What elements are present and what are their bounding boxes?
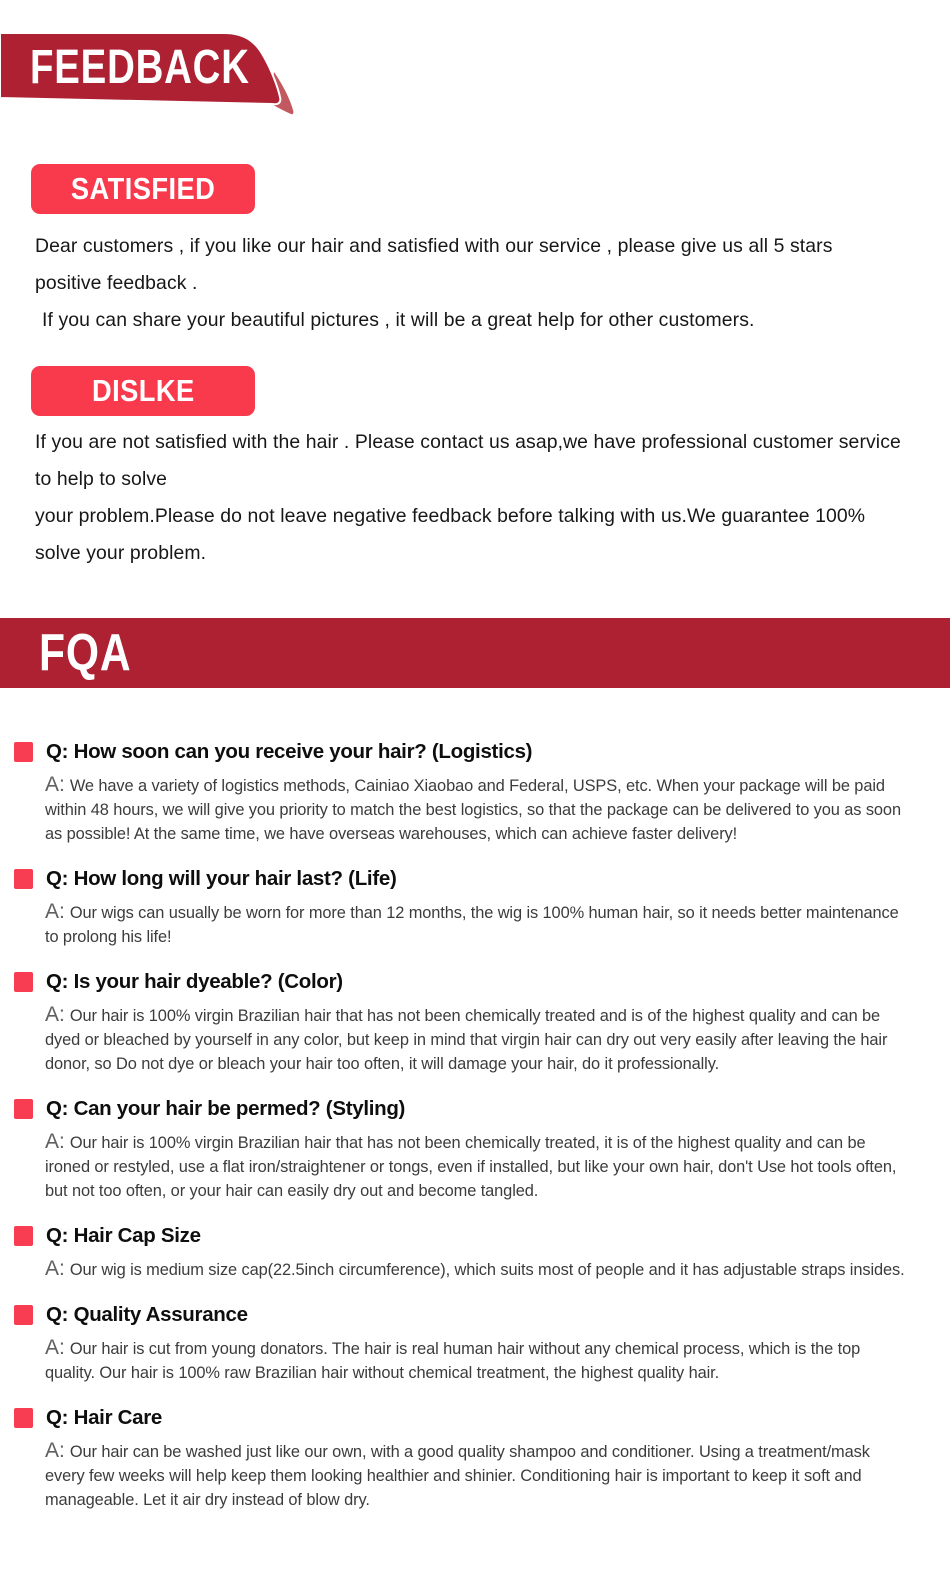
answer-text: Our hair is 100% virgin Brazilian hair that has not been chemically treated, it is of the highest quality and can be ironed or restyled, use a flat iron/straightener or tongs, even if installed, but like your own hair, don't Use hot tools often, but not too often, or your hair can easily dry out and become tangled.	[45, 1134, 897, 1200]
faq-item	[14, 1302, 934, 1385]
red-square-bullet-icon	[14, 742, 33, 762]
faq-question: Q: How long will your hair last? (Life)	[46, 867, 397, 890]
feedback-section-title: FEEDBACK	[30, 41, 250, 94]
answer-prefix: A:	[45, 1257, 65, 1280]
answer-prefix: A:	[45, 1439, 65, 1462]
faq-question-row	[14, 739, 934, 765]
answer-text: Our wigs can usually be worn for more than 12 months, the wig is 100% human hair, so it needs better maintenance to prolong his life!	[45, 904, 899, 946]
answer-prefix: A:	[45, 773, 65, 796]
faq-answer	[45, 1439, 907, 1512]
red-square-bullet-icon	[14, 972, 33, 992]
answer-prefix: A:	[45, 900, 65, 923]
fqa-banner	[0, 618, 950, 688]
red-square-bullet-icon	[14, 1226, 33, 1246]
faq-item	[14, 866, 934, 949]
answer-prefix: A:	[45, 1336, 65, 1359]
dislike-paragraph-2: your problem.Please do not leave negative feedback before talking with us.We guarantee 100% solve your problem.	[35, 505, 866, 564]
satisfied-paragraph-1: Dear customers , if you like our hair and satisfied with our service , please give us all 5 stars positive feedback .	[35, 235, 833, 294]
faq-question-row	[14, 1405, 934, 1431]
red-square-bullet-icon	[14, 1408, 33, 1428]
answer-prefix: A:	[45, 1003, 65, 1026]
faq-question: Q: Can your hair be permed? (Styling)	[46, 1097, 406, 1120]
faq-question-row	[14, 1302, 934, 1328]
answer-text: Our hair is 100% virgin Brazilian hair that has not been chemically treated and is of the highest quality and can be dyed or bleached by yourself in any color, but keep in mind that virgin hair can dry out very easily after leaving the hair donor, so Do not dye or bleach your hair too often, it will damage your hair, do it professionally.	[45, 1007, 888, 1073]
faq-question-row	[14, 1096, 934, 1122]
answer-text: Our hair can be washed just like our own, with a good quality shampoo and conditioner. Using a treatment/mask every few weeks will help keep them looking healthier and shinier. Conditioning hair is important to keep it soft and manageable. Let it air dry instead of blow dry.	[45, 1443, 870, 1509]
faq-answer	[45, 1336, 907, 1385]
faq-item	[14, 739, 934, 846]
faq-question-row	[14, 969, 934, 995]
answer-text: Our wig is medium size cap(22.5inch circumference), which suits most of people and it has adjustable straps insides.	[69, 1261, 905, 1279]
faq-question-row	[14, 866, 934, 892]
faq-answer	[45, 1130, 907, 1203]
red-square-bullet-icon	[14, 1099, 33, 1119]
faq-answer	[45, 773, 907, 846]
satisfied-badge	[31, 164, 255, 214]
dislike-paragraph-1: If you are not satisfied with the hair . Please contact us asap,we have professional customer service to help to solve	[35, 431, 901, 490]
faq-question: Q: Is your hair dyeable? (Color)	[46, 970, 343, 993]
faq-question-row	[14, 1223, 934, 1249]
faq-item	[14, 969, 934, 1076]
satisfied-badge-label: SATISFIED	[70, 171, 216, 206]
satisfied-text-block	[35, 228, 903, 339]
red-square-bullet-icon	[14, 869, 33, 889]
faq-item	[14, 1223, 934, 1282]
red-square-bullet-icon	[14, 1305, 33, 1325]
satisfied-paragraph-2: If you can share your beautiful pictures , it will be a great help for other customers.	[42, 309, 755, 331]
answer-text: Our hair is cut from young donators. The hair is real human hair without any chemical process, which is the top quality. Our hair is 100% raw Brazilian hair without chemical treatment, the highest quality hair.	[45, 1340, 861, 1382]
faq-answer	[45, 1257, 907, 1282]
fqa-section-title: FQA	[39, 624, 132, 682]
answer-prefix: A:	[45, 1130, 65, 1153]
faq-item	[14, 1405, 934, 1512]
dislike-text-block	[35, 424, 903, 572]
faq-question: Q: Hair Care	[46, 1406, 163, 1429]
faq-list	[0, 688, 934, 1512]
faq-question: Q: How soon can you receive your hair? (Logistics)	[46, 740, 533, 763]
answer-text: We have a variety of logistics methods, Cainiao Xiaobao and Federal, USPS, etc. When your package will be paid within 48 hours, we will give you priority to match the best logistics, so that the package can be delivered to you as soon as possible! At the same time, we have overseas warehouses, which can achieve faster delivery!	[45, 777, 901, 843]
dislike-badge	[31, 366, 255, 416]
faq-answer	[45, 900, 907, 949]
feedback-ribbon	[0, 0, 320, 120]
faq-item	[14, 1096, 934, 1203]
faq-question: Q: Hair Cap Size	[46, 1224, 201, 1247]
faq-answer	[45, 1003, 907, 1076]
faq-question: Q: Quality Assurance	[46, 1303, 248, 1326]
dislike-badge-label: DISLKE	[91, 373, 195, 408]
